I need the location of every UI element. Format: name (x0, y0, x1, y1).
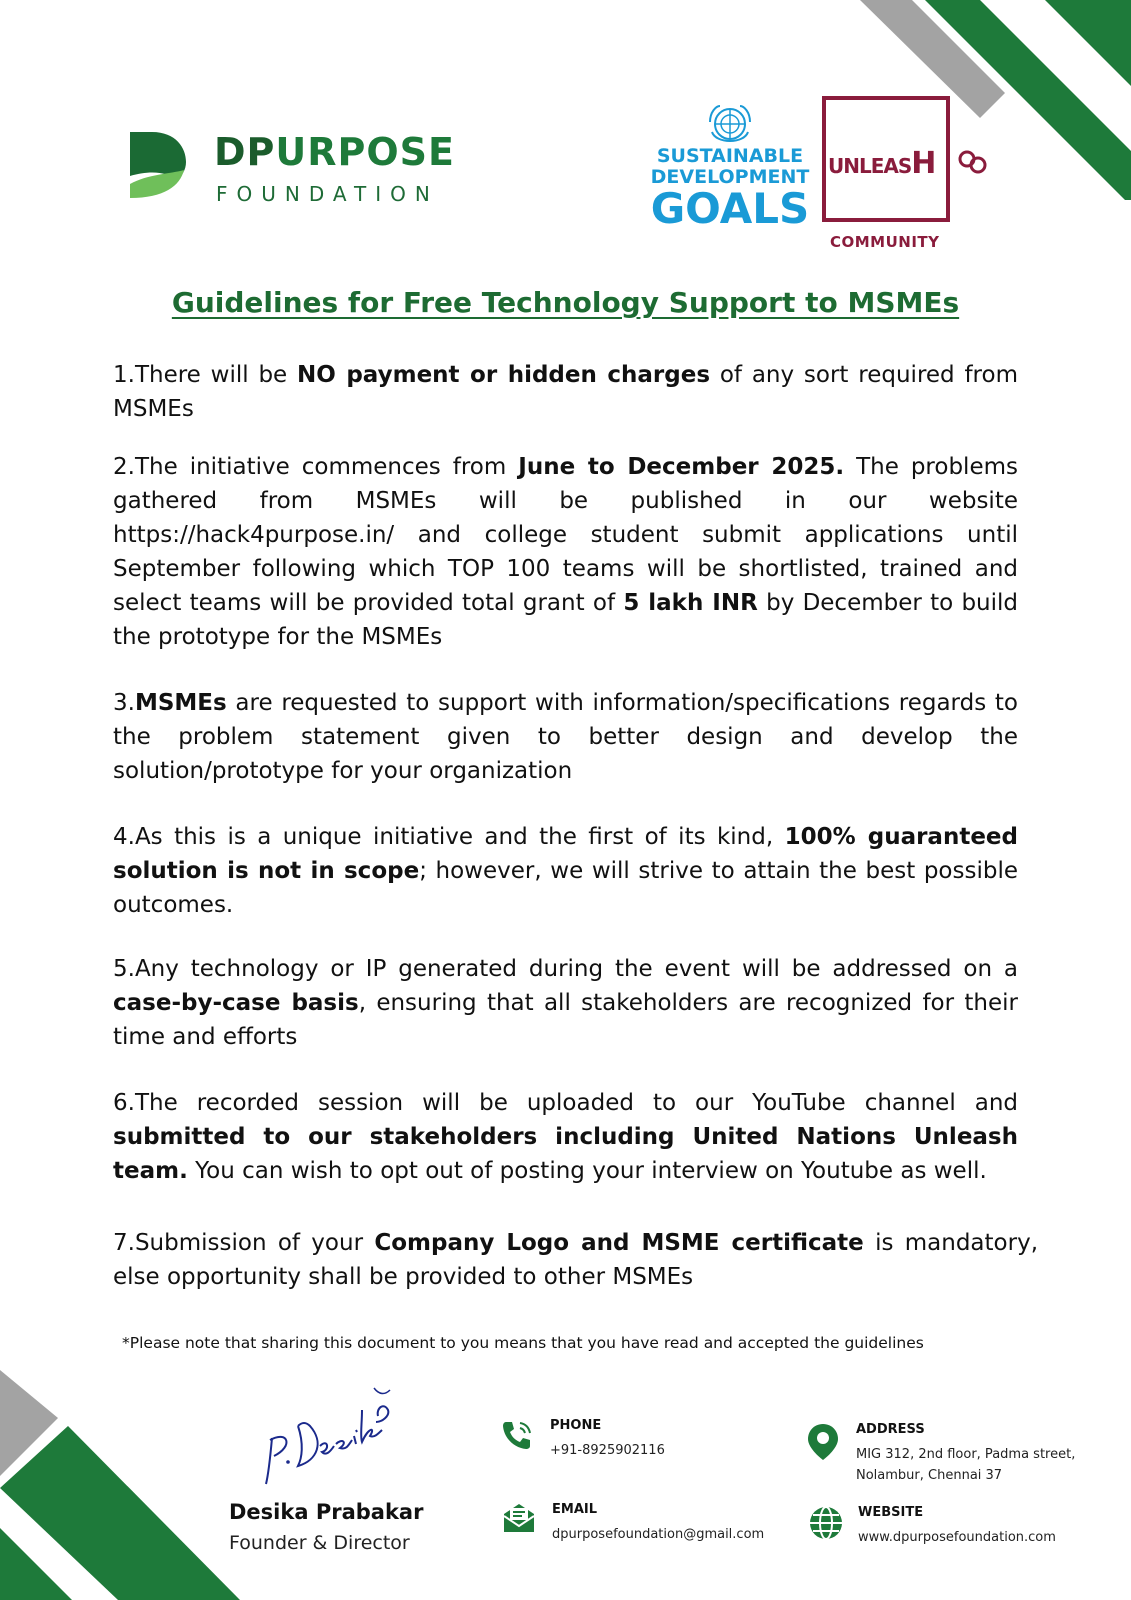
dpurpose-subtitle: FOUNDATION (216, 182, 439, 206)
mail-icon (502, 1502, 536, 1534)
website-value[interactable]: www.dpurposefoundation.com (858, 1530, 1056, 1545)
sdg-line-3: GOALS (650, 184, 810, 233)
sdg-line-2: DEVELOPMENT (650, 166, 810, 188)
address-line-1: MIG 312, 2nd floor, Padma street, (856, 1447, 1076, 1462)
guideline-4: 4.As this is a unique initiative and the first of its kind, 100% guaranteed solution is not in scope; however, we will strive to attain the best possible outcomes. (113, 824, 1018, 918)
guideline-1: 1.There will be NO payment or hidden charges of any sort required from MSMEs (113, 362, 1018, 422)
location-pin-icon (806, 1422, 840, 1462)
sdg-logo (650, 102, 810, 232)
email-value[interactable]: dpurposefoundation@gmail.com (552, 1527, 765, 1542)
bottom-left-corner-decoration (0, 1370, 240, 1600)
unleash-community-caption: COMMUNITY (830, 233, 940, 251)
guideline-3: 3.MSMEs are requested to support with information/specifications regards to the problem statement given to better design and develop the solution/prototype for your organization (113, 690, 1018, 784)
sdg-line-1: SUSTAINABLE (656, 145, 804, 167)
guideline-2: 2.The initiative commences from June to December 2025. The problems gathered from MSMEs will be published in our website https://hack4purpose.in/ and college student submit applications until September following which TOP 100 teams will be shortlisted, trained and select teams will be provided total grant of 5 lakh INR by December to build the prototype for the MSMEs (113, 454, 1019, 650)
guideline-6: 6.The recorded session will be uploaded to our YouTube channel and submitted to our stakeholders including United Nations Unleash team. You can wish to opt out of posting your interview on Youtube as well. (113, 1090, 1018, 1184)
dpurpose-leaf-icon (128, 130, 188, 200)
email-label: EMAIL (552, 1502, 597, 1517)
phone-label: PHONE (550, 1418, 602, 1433)
handwritten-signature (258, 1380, 398, 1492)
guideline-5: 5.Any technology or IP generated during the event will be addressed on a case-by-case basis, ensuring that all stakeholders are recognized for their time and efforts (113, 956, 1018, 1050)
guideline-7: 7.Submission of your Company Logo and MSME certificate is mandatory, else opportunity shall be provided to other MSMEs (113, 1230, 1038, 1290)
address-label: ADDRESS (856, 1422, 925, 1437)
acceptance-note: *Please note that sharing this document to you means that you have read and accepted the guidelines (122, 1334, 924, 1352)
address-line-2: Nolambur, Chennai 37 (856, 1468, 1003, 1483)
signatory-name: Desika Prabakar (229, 1500, 424, 1524)
unleash-wordmark: UNLEASH (828, 146, 936, 181)
website-label: WEBSITE (858, 1505, 924, 1520)
dpurpose-foundation-logo (128, 130, 478, 210)
signatory-role: Founder & Director (229, 1532, 410, 1554)
phone-value[interactable]: +91-8925902116 (550, 1443, 665, 1458)
phone-icon (500, 1418, 534, 1452)
page-title: Guidelines for Free Technology Support to MSMEs (171, 286, 960, 319)
globe-icon (808, 1505, 844, 1541)
unleash-chain-icon (958, 149, 988, 175)
dpurpose-name: DPURPOSE (214, 130, 456, 174)
un-emblem-icon (706, 102, 754, 146)
